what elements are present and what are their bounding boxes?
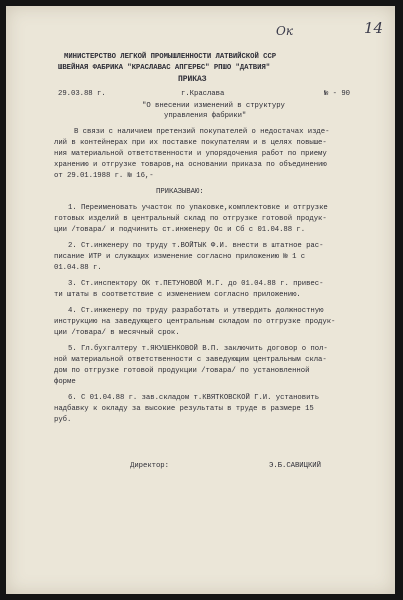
item-line: ти штаты в соответствие с изменением согласно приложению. (54, 291, 301, 299)
item-line: писание ИТР и служащих изменение согласно приложению № 1 с (54, 253, 306, 261)
item-line: 2. Ст.инженеру по труду т.ВОЙТЫК Ф.И. внести в штатное рас- (68, 242, 324, 250)
item-line: ции /товара/ в месячный срок. (54, 329, 180, 337)
item-line: форме (54, 378, 76, 386)
item-line: инструкцию на заведующего центральным складом по отгрузке продук- (54, 318, 336, 326)
order-date: 29.03.88 г. (58, 90, 106, 98)
signature-title: Директор: (130, 462, 169, 470)
item-line: руб. (54, 416, 72, 424)
factory-header: ШВЕЙНАЯ ФАБРИКА "КРАСЛАВАС АПГЕРБС" РПШО "ДАТВИЯ" (58, 64, 271, 72)
handwritten-page-number: 14 (364, 19, 384, 37)
preamble-line: от 29.01.1988 г. № 16,- (54, 172, 154, 180)
item-line: 6. С 01.04.88 г. зав.складом т.КВЯТКОВСКОЙ Г.И. установить (68, 394, 320, 402)
preamble-line: хранению и отгрузке товаров,на основании приказа по объединению (54, 161, 327, 169)
order-city: г.Краслава (181, 90, 225, 98)
item-line: надбавку к окладу за высокие результаты в труде в размере 15 (54, 405, 314, 413)
item-line: 4. Ст.инженеру по труду разработать и утвердить должностную (68, 307, 324, 315)
item-line: ции /товара/ и подчинить ст.инженеру Ос и Сб с 01.04.88 г. (54, 226, 306, 234)
item-line: дом по отгрузке готовой продукции /товара/ по установленной (54, 367, 310, 375)
subject-line-2: управления фабрики" (164, 112, 247, 120)
item-line: готовых изделий в центральный склад по отгрузке готовой продук- (54, 215, 327, 223)
preamble-line: лий в контейнерах при их поставке покупателям и в целях повыше- (54, 139, 327, 147)
item-line: 01.04.88 г. (54, 264, 102, 272)
item-line: ной материальной ответственности с заведующим центральным скла- (54, 356, 327, 364)
item-line: 1. Переименовать участок по упаковке,комплектовке и отгрузке (68, 204, 328, 212)
item-line: 5. Гл.бухгалтеру т.ЯКУШЕНКОВОЙ В.П. заключить договор о пол- (68, 345, 328, 353)
preamble-line: ния материальной ответственности и упорядочения работ по приему (54, 150, 327, 158)
signature-name: Э.Б.САВИЦКИЙ (269, 462, 321, 470)
handwritten-mark: Ок (276, 24, 294, 38)
document-type: ПРИКАЗ (178, 75, 207, 84)
ministry-header: МИНИСТЕРСТВО ЛЕГКОЙ ПРОМЫШЛЕННОСТИ ЛАТВИЙСКОЙ ССР (64, 53, 277, 61)
preamble-line: В связи с наличием претензий покупателей о недостачах изде- (74, 128, 330, 136)
document-page (6, 6, 395, 594)
item-line: 3. Ст.инспектору ОК т.ПЕТУНОВОЙ М.Г. до 01.04.88 г. привес- (68, 280, 324, 288)
order-word: ПРИКАЗЫВАЮ: (156, 188, 204, 196)
subject-line-1: "О внесении изменений в структуру (142, 102, 285, 110)
order-number: № - 90 (324, 90, 350, 98)
